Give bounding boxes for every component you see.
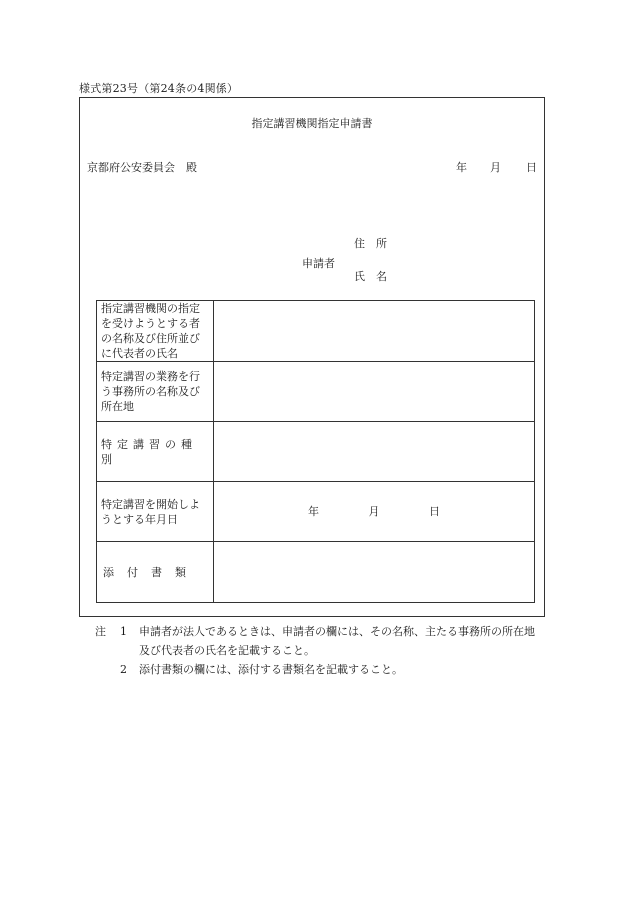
applicant-label: 申請者 bbox=[302, 257, 335, 270]
attachments-value[interactable] bbox=[214, 542, 535, 603]
note-item bbox=[95, 660, 545, 679]
office-info-label: 特定講習の業務を行う事務所の名称及び所在地 bbox=[97, 362, 214, 422]
notes-label: 注 bbox=[95, 625, 106, 638]
note-number: 1 bbox=[120, 625, 127, 638]
table-row bbox=[97, 301, 535, 362]
form-title: 指定講習機関指定申請書 bbox=[251, 117, 373, 130]
note-text: 添付書類の欄には、添付する書類名を記載すること。 bbox=[139, 663, 403, 676]
start-date-value[interactable] bbox=[214, 482, 535, 542]
address-label: 住 所 bbox=[354, 237, 387, 250]
start-date-label: 特定講習を開始しようとする年月日 bbox=[97, 482, 214, 542]
addressee: 京都府公安委員会 殿 bbox=[87, 161, 197, 174]
application-fields-table bbox=[96, 300, 535, 603]
date-day-label: 日 bbox=[526, 161, 537, 174]
date-year-label: 年 bbox=[456, 161, 467, 174]
table-row bbox=[97, 542, 535, 603]
name-label: 氏 名 bbox=[354, 270, 387, 283]
applicant-info-value[interactable] bbox=[214, 301, 535, 362]
date-month-label: 月 bbox=[490, 161, 501, 174]
note-number: 2 bbox=[120, 663, 127, 676]
table-row bbox=[97, 362, 535, 422]
application-form bbox=[79, 97, 545, 617]
start-date-day: 日 bbox=[429, 505, 440, 518]
course-type-value[interactable] bbox=[214, 422, 535, 482]
form-number: 様式第23号（第24条の4関係） bbox=[79, 82, 239, 95]
table-row bbox=[97, 422, 535, 482]
start-date-year: 年 bbox=[308, 505, 319, 518]
note-text: 申請者が法人であるときは、申請者の欄には、その名称、主たる事務所の所在地及び代表者の氏名を記載すること。 bbox=[139, 625, 535, 657]
notes bbox=[95, 622, 545, 679]
applicant-info-label: 指定講習機関の指定を受けようとする者の名称及び住所並びに代表者の氏名 bbox=[97, 301, 214, 362]
office-info-value[interactable] bbox=[214, 362, 535, 422]
start-date-month: 月 bbox=[368, 505, 380, 518]
course-type-label: 特定講習の種別 bbox=[97, 422, 214, 482]
note-item bbox=[95, 622, 545, 660]
attachments-label: 添付書類 bbox=[97, 542, 214, 603]
table-row bbox=[97, 482, 535, 542]
